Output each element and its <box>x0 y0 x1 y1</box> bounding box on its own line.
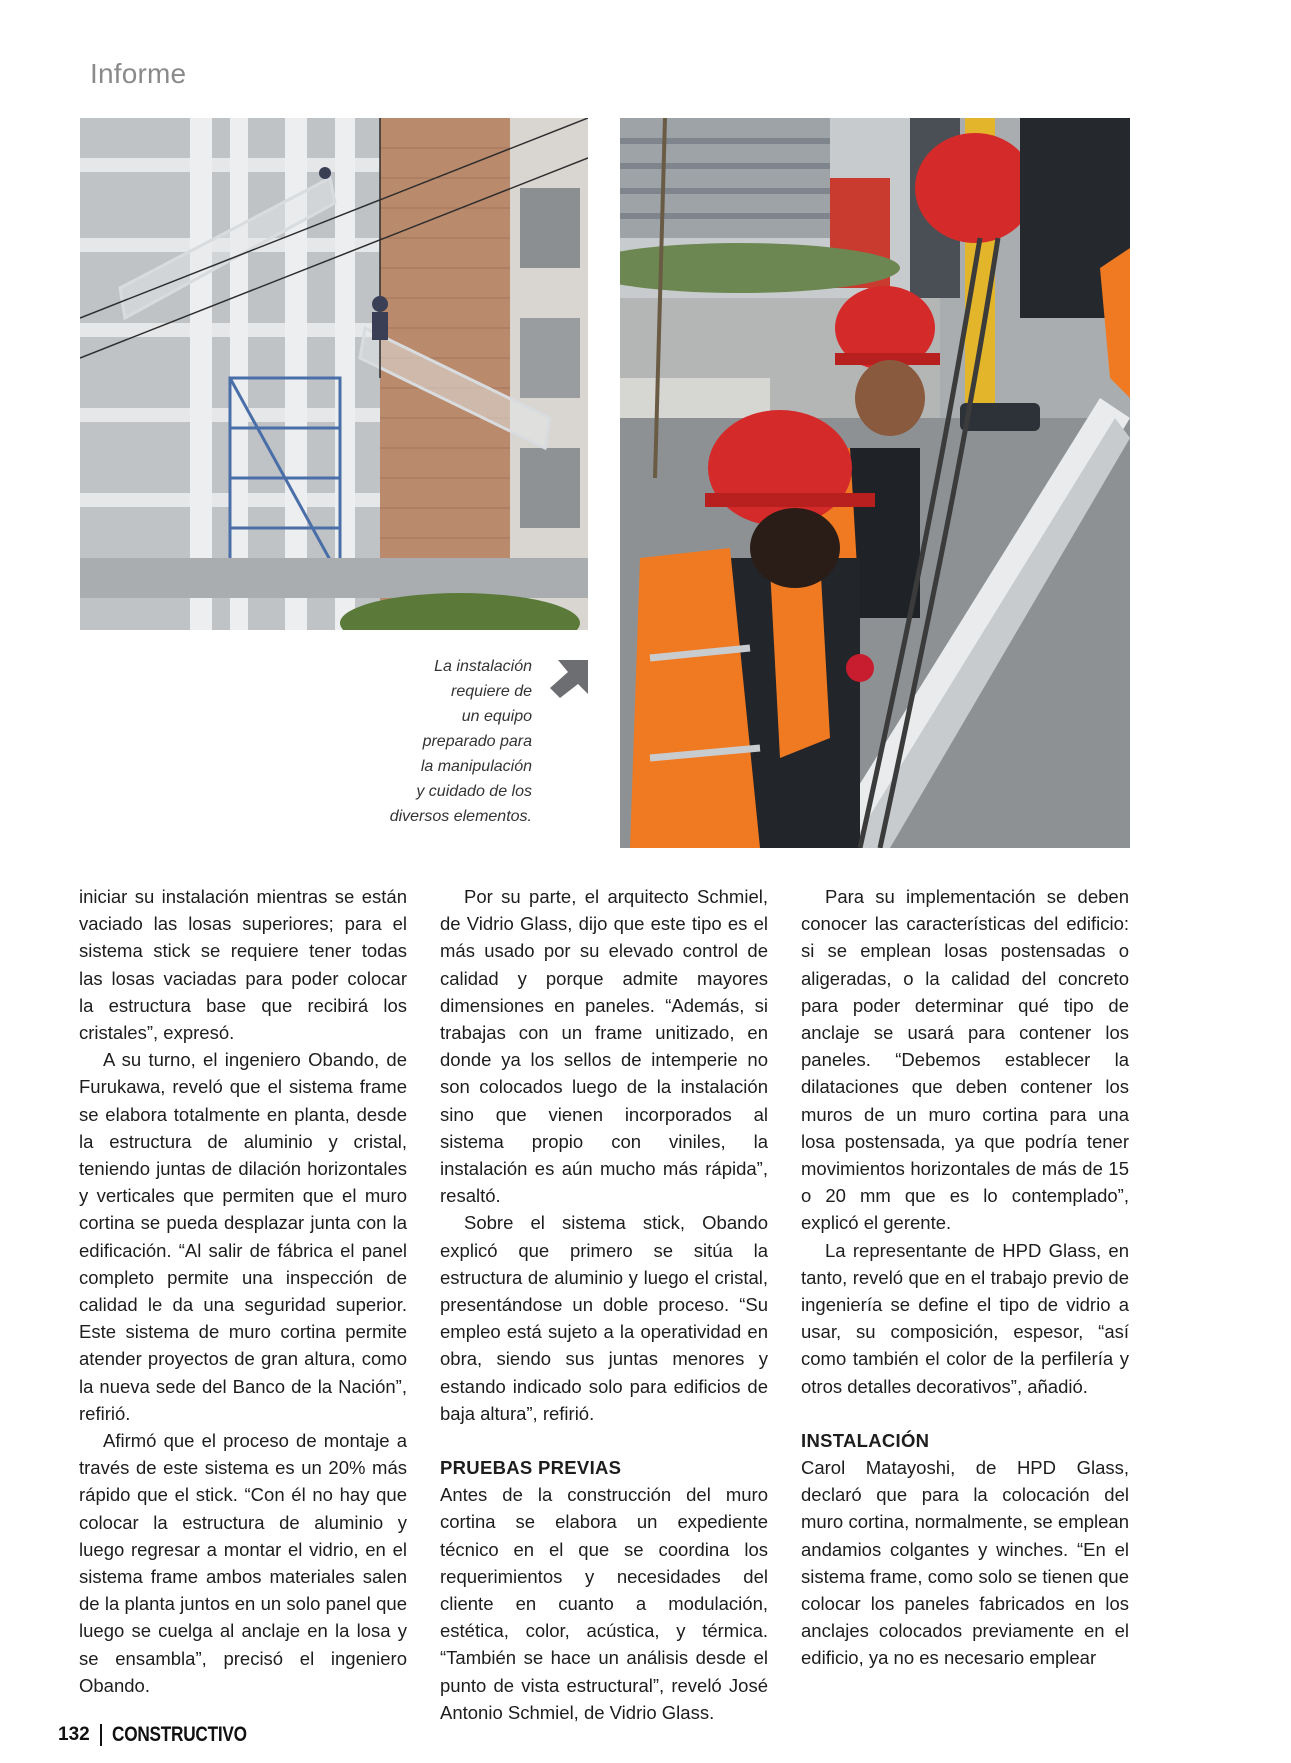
caption-line: requiere de <box>451 683 532 700</box>
page-footer <box>58 1722 276 1748</box>
caption-line: la manipulación <box>420 758 532 775</box>
section-heading-instalacion: INSTALACIÓN <box>801 1429 930 1451</box>
paragraph: Para su implementación se deben conocer las características del edificio: si se emplean losas postensadas o aligeradas, o la calidad del concreto para poder determinar qué tipo de anclaje se usará para contener los paneles. “Debemos establecer la dilataciones que deben contener los muros de un muro cortina para una losa postensada, ya que podría tener movimientos horizontales de más de 15 o 20 mm que es lo contemplado”, explicó el gerente. <box>801 886 1129 1234</box>
arrow-up-right-icon <box>548 658 592 698</box>
paragraph: iniciar su instalación mientras se están vaciado las losas superiores; para el sistema stick se requiere tener todas las losas vaciadas para poder colocar la estructura base que recibirá los cristales”, expresó. <box>79 886 407 1044</box>
caption-line: La instalación <box>434 658 532 675</box>
text-column-2 <box>440 883 768 1726</box>
section-heading-pruebas-previas: PRUEBAS PREVIAS <box>440 1457 622 1479</box>
paragraph: Antes de la construcción del muro cortina se elabora un expediente técnico en el que se coordina los requerimientos y necesidades del cliente en cuanto a modulación, estética, color, acústica, y térmica. “También se hace un análisis desde el punto de vista estructural”, reveló José Antonio Schmiel, de Vidrio Glass. <box>440 1484 768 1723</box>
paragraph: La representante de HPD Glass, en tanto, reveló que en el trabajo previo de ingeniería se define el tipo de vidrio a usar, su composición, espesor, “así como también el color de la perfilería y otros detalles decorativos”, añadió. <box>801 1239 1129 1397</box>
workers-installing-photo <box>620 118 1130 848</box>
magazine-name: CONSTRUCTIVO <box>111 1723 247 1746</box>
paragraph: A su turno, el ingeniero Obando, de Furukawa, reveló que el sistema frame se elabora totalmente en planta, desde la estructura de aluminio y cristal, teniendo juntas de dilación horizontales y verticales que permiten que el muro cortina se pueda desplazar junta con la edificación. “Al salir de fábrica el panel completo permite una inspección de calidad le da una seguridad superior. Este sistema de muro cortina permite atender proyectos de gran altura, como la nueva sede del Banco de la Nación”, refirió. <box>79 1049 407 1424</box>
text-column-3 <box>801 883 1129 1672</box>
caption-line: diversos elementos. <box>389 808 532 825</box>
building-facade-photo <box>80 118 588 630</box>
caption-line: preparado para <box>422 733 532 750</box>
photo-caption <box>330 654 532 829</box>
text-column-1 <box>79 883 407 1699</box>
footer-divider <box>100 1724 102 1746</box>
paragraph: Sobre el sistema stick, Obando explicó que primero se sitúa la estructura de aluminio y luego el cristal, presentándose un doble proceso. “Su empleo está sujeto a la operatividad en obra, siendo sus juntas menores y estando indicado solo para edificios de baja altura”, refirió. <box>440 1212 768 1424</box>
paragraph: Afirmó que el proceso de montaje a través de este sistema es un 20% más rápido que el stick. “Con él no hay que colocar la estructura de aluminio y luego regresar a montar el vidrio, en el sistema frame ambos materiales salen de la planta juntos en un solo panel que luego se cuelga al anclaje en la losa y se ensambla”, precisó el ingeniero Obando. <box>79 1430 407 1696</box>
paragraph: Por su parte, el arquitecto Schmiel, de Vidrio Glass, dijo que este tipo es el más usado por su elevado control de calidad y porque admite mayores dimensiones en paneles. “Además, si trabajas con un frame unitizado, en donde ya los sellos de intemperie no son colocados luego de la instalación sino que vienen incorporados al sistema propio con viniles, la instalación es aún mucho más rápida”, resaltó. <box>440 886 768 1207</box>
page-number: 132 <box>58 1724 90 1745</box>
caption-line: y cuidado de los <box>416 783 532 800</box>
caption-line: un equipo <box>461 708 532 725</box>
section-label: Informe <box>90 58 187 89</box>
paragraph: Carol Matayoshi, de HPD Glass, declaró que para la colocación del muro cortina, normalmente, se emplean andamios colgantes y winches. “En el sistema frame, como solo se tienen que colocar los paneles fabricados en los anclajes colocados previamente en el edificio, ya no es necesario emplear <box>801 1457 1129 1669</box>
